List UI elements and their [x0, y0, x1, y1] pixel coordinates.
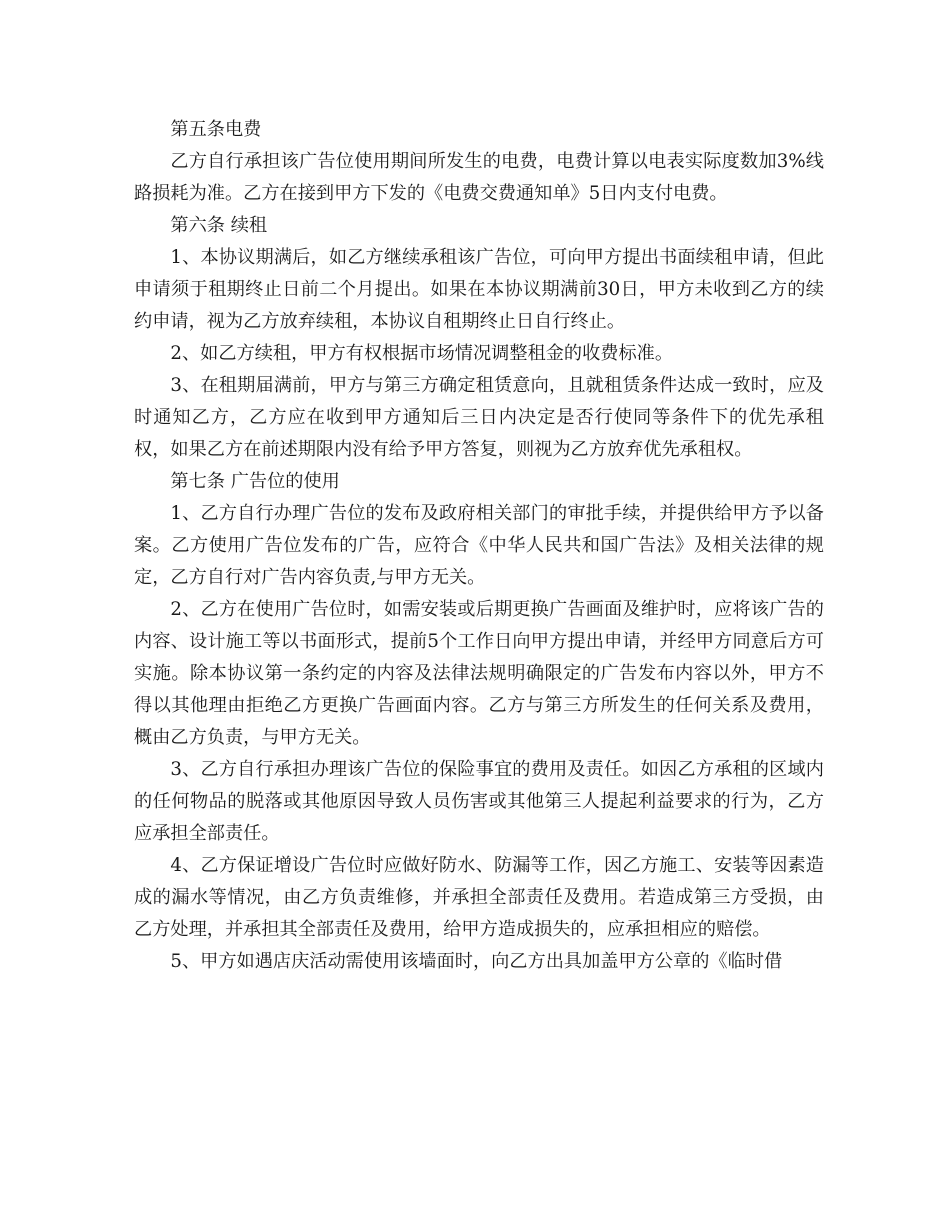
paragraph-usage-2: 2、乙方在使用广告位时，如需安装或后期更换广告画面及维护时，应将该广告的内容、设计施工等以书面形式，提前5个工作日向甲方提出申请，并经甲方同意后方可实施。除本协议第一条约定的内容及法律法规明确限定的广告发布内容以外，甲方不得以其他理由拒绝乙方更换广告画面内容。乙方与第三方所发生的任何关系及费用，概由乙方负责，与甲方无关。: [134, 599, 824, 748]
section-heading-6: 第六条 续租: [170, 215, 268, 236]
paragraph-renewal-2: 2、如乙方续租，甲方有权根据市场情况调整租金的收费标准。: [170, 343, 674, 364]
paragraph-electricity-fee: 乙方自行承担该广告位使用期间所发生的电费，电费计算以电表实际度数加3%线路损耗为准。乙方在接到甲方下发的《电费交费通知单》5日内支付电费。: [134, 151, 824, 204]
paragraph-renewal-1: 1、本协议期满后，如乙方继续承租该广告位，可向甲方提出书面续租申请，但此申请须于租期终止日前二个月提出。如果在本协议期满前30日，甲方未收到乙方的续约申请，视为乙方放弃续租，本协议自租期终止日自行终止。: [134, 247, 824, 332]
section-heading-7: 第七条 广告位的使用: [170, 471, 340, 492]
paragraph-usage-1: 1、乙方自行办理广告位的发布及政府相关部门的审批手续，并提供给甲方予以备案。乙方使用广告位发布的广告，应符合《中华人民共和国广告法》及相关法律的规定，乙方自行对广告内容负责,与甲方无关。: [134, 503, 824, 588]
section-heading-5: 第五条电费: [170, 119, 262, 140]
paragraph-usage-5: 5、甲方如遇店庆活动需使用该墙面时，向乙方出具加盖甲方公章的《临时借: [170, 951, 783, 972]
paragraph-usage-4: 4、乙方保证增设广告位时应做好防水、防漏等工作，因乙方施工、安装等因素造成的漏水等情况，由乙方负责维修，并承担全部责任及费用。若造成第三方受损，由乙方处理，并承担其全部责任及费用，给甲方造成损失的，应承担相应的赔偿。: [134, 855, 824, 940]
paragraph-renewal-3: 3、在租期届满前，甲方与第三方确定租赁意向，且就租赁条件达成一致时，应及时通知乙方，乙方应在收到甲方通知后三日内决定是否行使同等条件下的优先承租权，如果乙方在前述期限内没有给予甲方答复，则视为乙方放弃优先承租权。: [134, 375, 824, 460]
document-body: [134, 114, 824, 978]
paragraph-usage-3: 3、乙方自行承担办理该广告位的保险事宜的费用及责任。如因乙方承租的区域内的任何物品的脱落或其他原因导致人员伤害或其他第三人提起利益要求的行为，乙方应承担全部责任。: [134, 759, 824, 844]
